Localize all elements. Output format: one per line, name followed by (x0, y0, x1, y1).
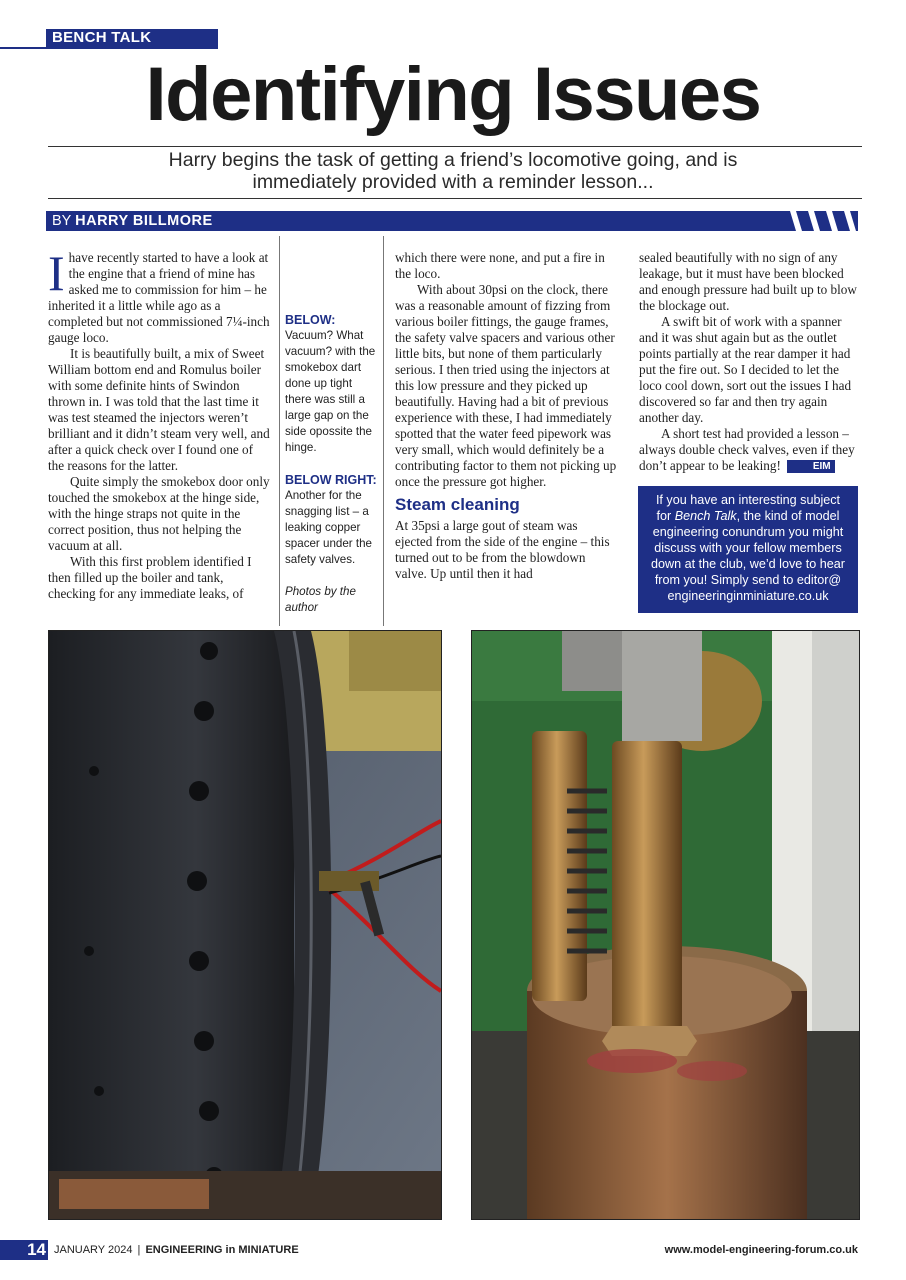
footer-magazine: ENGINEERING in MINIATURE (145, 1244, 299, 1256)
caption-below-right-heading: BELOW RIGHT: (285, 473, 377, 487)
col1-para-4: With this first problem identified I then filled up the boiler and tank, checking for any immediate leaks, of (48, 554, 252, 601)
author-name: HARRY BILLMORE (75, 213, 213, 229)
col3-para-1: which there were none, and put a fire in the loco. (395, 250, 605, 281)
column-divider-2 (383, 236, 384, 626)
col1-para-1: have recently started to have a look at the engine that a friend of mine has asked me to commission for him – he inherited it a little while ago as a completed but not commissioned 7¼-inch gauge loco. (48, 250, 270, 345)
col1-para-2: It is beautifully built, a mix of Sweet William bottom end and Romulus boiler with some definite hints of Swindon thrown in. I was told that the last time it was test steamed the injectors weren’t brilliant and it didn’t steam very well, and after a quick check over I found one of the reasons for the latter. (48, 346, 270, 473)
callout-text-after: , the kind of model engineering conundrum you might discuss with your fellow members down at the club, we’d love to hear from you! Simply send to editor@ engineeringinminiature.co.uk (651, 509, 845, 603)
drop-cap: I (48, 245, 65, 301)
standfirst: Harry begins the task of getting a friend’s locomotive going, and is immediately provided with a reminder lesson... (168, 149, 738, 193)
col1-para-3: Quite simply the smokebox door only touched the smokebox at the hinge side, with the hinge straps not quite in the correct position, thus not helping the vacuum at all. (48, 474, 270, 553)
column-3 (395, 250, 617, 582)
col4-para-3: A short test had provided a lesson – always double check valves, even if they don’t appear to be leaking! (639, 426, 855, 473)
captions-column (285, 312, 379, 616)
footer-separator: | (137, 1244, 141, 1256)
photo-smokebox-door (48, 630, 442, 1220)
column-4 (639, 250, 861, 474)
callout-text-before: If you have an interesting subject for (655, 493, 841, 523)
byline-bar (46, 211, 858, 231)
byline-stripes-decoration (788, 211, 858, 231)
col4-para-1: sealed beautifully with no sign of any leakage, but it must have been blocked and enough pressure had built up to blow the blockage out. (639, 250, 857, 313)
eim-end-mark: EIM (787, 460, 835, 473)
contribution-callout (638, 486, 858, 613)
page-number: 14 (0, 1240, 48, 1260)
footer-website[interactable]: www.model-engineering-forum.co.uk (664, 1244, 858, 1256)
title-rule-top (48, 146, 862, 147)
subhead-steam-cleaning: Steam cleaning (395, 495, 520, 514)
callout-text-italic: Bench Talk (674, 509, 737, 523)
col3-para-2: With about 30psi on the clock, there was a reasonable amount of fizzing from various boiler fittings, the gauge frames, the safety valve spacers and various other little bits, but none of them particularly serious. I then tried using the injectors at this low pressure and they picked up beautifully. Having had a bit of previous experience with these, I had immediately spotted that the water feed pipework was very small, which would definitely be a contributing factor to them not picking up once the pressure got higher. (395, 282, 617, 489)
caption-below-heading: BELOW: (285, 313, 336, 327)
footer-issue-line (54, 1240, 299, 1260)
byline-prefix: BY (52, 213, 72, 229)
caption-below-text: Vacuum? What vacuum? with the smokebox dart done up tight there was still a large gap on the side opossite the hinge. (285, 329, 376, 454)
col3-para-3: At 35psi a large gout of steam was ejected from the side of the engine – this turned out to be from the blowdown valve. Up until then it had (395, 518, 610, 581)
column-1 (48, 245, 270, 602)
caption-below-right-text: Another for the snagging list – a leaking copper spacer under the safety valves. (285, 489, 373, 566)
column-divider-1 (279, 236, 280, 626)
photo-safety-valves (471, 630, 860, 1220)
photo-credit: Photos by the author (285, 585, 356, 614)
col4-para-2: A swift bit of work with a spanner and it was shut again but as the outlet points partially at the rear damper it had put the fire out. So I decided to let the loco cool down, sort out the issues I had discovered so far and then try again another day. (639, 314, 852, 425)
article-title: Identifying Issues (145, 52, 761, 137)
title-rule-bottom (48, 198, 862, 199)
footer-issue: JANUARY 2024 (54, 1244, 133, 1256)
section-tag: BENCH TALK (46, 29, 218, 47)
